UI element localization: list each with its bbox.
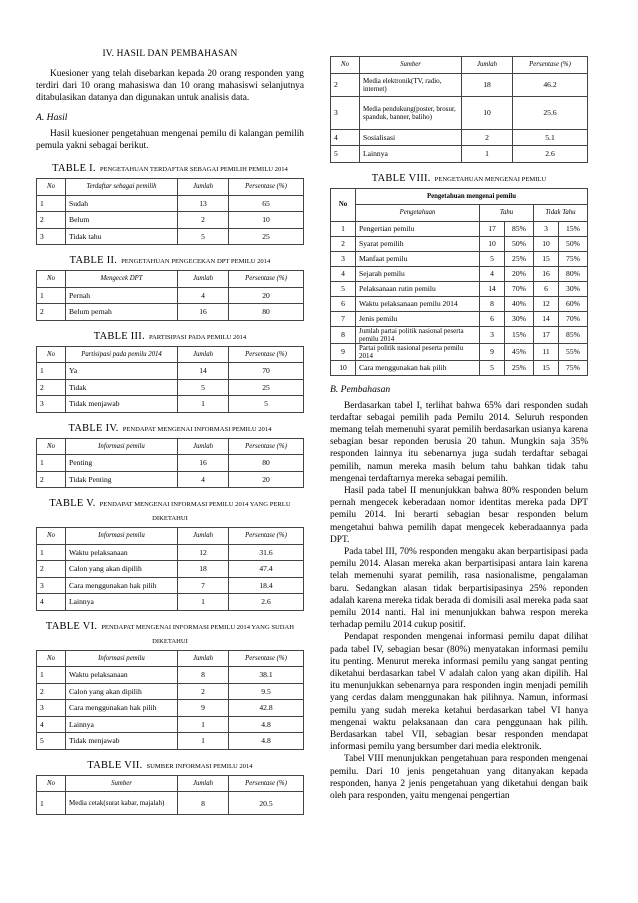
table-cell: 2: [37, 683, 66, 700]
table-header: Sumber: [360, 57, 462, 74]
table-header: Jumlah: [462, 57, 513, 74]
table-row: [331, 129, 588, 146]
table-cell: 20%: [505, 266, 534, 281]
table-cell: 38.1: [229, 667, 304, 684]
table-cell: 4: [37, 716, 66, 733]
table-cell: Pernah: [66, 287, 178, 304]
table-cell: Tidak: [66, 379, 178, 396]
table-row: [37, 594, 304, 611]
table-cell: 17: [534, 326, 559, 343]
table-header: Pengetahuan: [356, 205, 480, 222]
table-row: [331, 296, 588, 311]
table-cell: 18: [462, 73, 513, 96]
table-header: Terdaftar sebagai pemilih: [66, 179, 178, 196]
table-cell: 20: [229, 287, 304, 304]
table-cell: 25%: [505, 360, 534, 375]
table1-caption: [36, 161, 304, 175]
table-cell: 10: [480, 236, 505, 251]
table8: [330, 188, 588, 376]
table-cell: Lainnya: [66, 716, 178, 733]
pembahasan-paragraph: Berdasarkan tabel I, terlihat bahwa 65% dari responden sudah terdaftar sebagai pemilih pada Pemilu 2014. Seluruh responden memang telah memenuhi syarat pemilih berdasarkan usianya karena sebagian besar reponden berusia 20 tahun. Mungkin saja 35% responden lainnya itu sebenarnya juga sudah terdaftar sebagai pemilih, namun mereka masih belum tahu bahkan tidak tahu mengenai terdaftarnya mereka sebagai pemilih.: [330, 400, 588, 484]
table-row: [37, 304, 304, 321]
table-row: [37, 700, 304, 717]
table-cell: Cara menggunakan hak pilih: [66, 700, 178, 717]
pembahasan-heading: B. Pembahasan: [330, 383, 391, 395]
table-row: [331, 146, 588, 163]
table2-title: PENGETAHUAN PENGECEKAN DPT PEMILU 2014: [121, 258, 271, 266]
table-cell: 18: [178, 561, 229, 578]
table-cell: 9: [178, 700, 229, 717]
table-cell: 1: [37, 455, 66, 472]
pembahasan-paragraph: Hasil pada tabel II menunjukkan bahwa 80% responden belum pernah mengecek keberadaan nomor identitas mereka pada DPT pemilu 2014. Ini berarti sebagian besar responden belum mengetahui bahwa pemilih dapat mengecek keberadaannya pada DPT.: [330, 485, 588, 545]
table-cell: 4: [480, 266, 505, 281]
table-cell: 85%: [559, 326, 588, 343]
table-cell: 6: [534, 281, 559, 296]
table-cell: 3: [480, 326, 505, 343]
table-cell: 4: [331, 129, 360, 146]
table-cell: 1: [37, 195, 66, 212]
table-cell: 5: [178, 379, 229, 396]
table2-number: TABLE II.: [69, 255, 118, 267]
table4-caption: [36, 421, 304, 435]
table-cell: Belum: [66, 212, 178, 229]
pembahasan-paragraph: Pendapat responden mengenai informasi pemilu dapat dilihat pada tabel IV, sebagian besar (80%) menyatakan informasi pemilu itu penting. Menurut mereka informasi pemilu yang sangat penting diketahui berdasarkan tabel V adalah calon yang akan dipilih. Hal itu menunjukkan sebenarnya para responden ingin menjadi pemilih yang cerdas dalam menggunakan hak pilihnya. Namun, informasi pemilu yang sudah mereka ketahui berdasarkan tabel VI hanya mengenai waktu pelaksanaan dan cara penggunaan hak pilih. Berdasarkan tabel VII, sebagian besar responden mendapat informasi pemilu yang bersumber dari media elektronik.: [330, 632, 588, 753]
table-cell: Sosialisasi: [360, 129, 462, 146]
table-cell: 60%: [559, 296, 588, 311]
table-header: Tidak Tahu: [534, 205, 588, 222]
table-cell: 20.5: [229, 792, 304, 815]
table-cell: 9.5: [229, 683, 304, 700]
table-cell: 70%: [559, 311, 588, 326]
table-row: [37, 792, 304, 815]
table-cell: 2: [462, 129, 513, 146]
table-cell: 1: [37, 287, 66, 304]
table-cell: 9: [480, 343, 505, 360]
table-cell: 70: [229, 363, 304, 380]
table-cell: 15: [534, 251, 559, 266]
table6-title: PENDAPAT MENGENAI INFORMASI PEMILU 2014 YANG SUDAH DIKETAHUI: [101, 623, 295, 645]
table-cell: 11: [534, 343, 559, 360]
table-row: [37, 544, 304, 561]
table-cell: 2: [37, 471, 66, 488]
table-cell: 2: [37, 212, 66, 229]
intro-paragraph: Kuesioner yang telah disebarkan kepada 20 orang responden yang terdiri dari 10 orang mahasiswa dan 10 orang mahasiswi selanjutnya ditabulasikan datanya dan digunakan untuk analisis data.: [36, 69, 304, 104]
table-cell: Media elektronik(TV, radio, internet): [360, 73, 462, 96]
table-cell: 14: [534, 311, 559, 326]
table-header: Informasi pemilu: [66, 438, 178, 455]
table-cell: 65: [229, 195, 304, 212]
table-cell: Manfaat pemilu: [356, 251, 480, 266]
table1: [36, 178, 304, 245]
table-cell: 17: [480, 221, 505, 236]
table7-title: SUMBER INFORMASI PEMILU 2014: [146, 762, 253, 770]
table-header: Jumlah: [178, 346, 229, 363]
table-cell: 5: [480, 251, 505, 266]
table8-number: TABLE VIII.: [371, 172, 431, 184]
table-cell: 30%: [559, 281, 588, 296]
table-cell: Jenis pemilu: [356, 311, 480, 326]
table-row: [37, 455, 304, 472]
table-cell: Cara menggunakan hak pilih: [66, 577, 178, 594]
table-cell: 3: [534, 221, 559, 236]
table-header: Mengecek DPT: [66, 271, 178, 288]
table-cell: 30%: [505, 311, 534, 326]
table-header: Persentase (%): [229, 346, 304, 363]
table4-number: TABLE IV.: [68, 422, 119, 434]
table-cell: 10: [229, 212, 304, 229]
table-cell: 15%: [505, 326, 534, 343]
table-header: Jumlah: [178, 775, 229, 792]
table-cell: 42.8: [229, 700, 304, 717]
table3: [36, 346, 304, 413]
table-cell: 9: [331, 343, 356, 360]
table-cell: 10: [462, 96, 513, 129]
table-header: Jumlah: [178, 650, 229, 667]
table-row: [37, 396, 304, 413]
table-cell: Lainnya: [360, 146, 462, 163]
table-cell: 25.6: [513, 96, 588, 129]
table-cell: 15: [534, 360, 559, 375]
table-cell: 25%: [505, 251, 534, 266]
table-cell: 75%: [559, 251, 588, 266]
table-header: Jumlah: [178, 528, 229, 545]
table-cell: 80%: [559, 266, 588, 281]
table-cell: 7: [331, 311, 356, 326]
table-cell: 12: [534, 296, 559, 311]
table5-caption: [36, 496, 304, 524]
table-cell: Jumlah partai politik nasional peserta pemilu 2014: [356, 326, 480, 343]
table-header: Partisipasi pada pemilu 2014: [66, 346, 178, 363]
table-row: [331, 311, 588, 326]
table-cell: 50%: [505, 236, 534, 251]
table-row: [331, 343, 588, 360]
table-cell: 2: [37, 379, 66, 396]
table-cell: Tidak Penting: [66, 471, 178, 488]
table-cell: Sudah: [66, 195, 178, 212]
table-header: No: [37, 775, 66, 792]
table-cell: Lainnya: [66, 594, 178, 611]
table-cell: 5: [331, 281, 356, 296]
table-row: [37, 287, 304, 304]
table-header: No: [37, 438, 66, 455]
table-cell: 40%: [505, 296, 534, 311]
table-cell: 4: [178, 471, 229, 488]
table-cell: 14: [178, 363, 229, 380]
table-cell: 70%: [505, 281, 534, 296]
table-cell: 5: [178, 228, 229, 245]
table-cell: 55%: [559, 343, 588, 360]
table-cell: 8: [480, 296, 505, 311]
table-cell: 2: [178, 683, 229, 700]
table-cell: 5: [480, 360, 505, 375]
table-cell: 13: [178, 195, 229, 212]
table7-number: TABLE VII.: [87, 759, 143, 771]
table-header: Jumlah: [178, 438, 229, 455]
table3-number: TABLE III.: [93, 330, 145, 342]
table-cell: 3: [37, 228, 66, 245]
table-cell: 4.8: [229, 716, 304, 733]
table-row: [331, 326, 588, 343]
table2: [36, 270, 304, 321]
table-header: Persentase (%): [513, 57, 588, 74]
table-header: Tahu: [480, 205, 534, 222]
table-header: No: [331, 188, 356, 221]
table-row: [331, 360, 588, 375]
table-row: [331, 73, 588, 96]
table-cell: Waktu pelaksanaan: [66, 544, 178, 561]
table-row: [37, 363, 304, 380]
hasil-paragraph: Hasil kuesioner pengetahuan mengenai pemilu di kalangan pemilih pemula yakni sebagai berikut.: [36, 128, 304, 151]
table-row: [37, 471, 304, 488]
table-cell: 3: [37, 700, 66, 717]
table-cell: 1: [178, 733, 229, 750]
table-cell: 1: [37, 363, 66, 380]
table-cell: 2: [37, 304, 66, 321]
table-cell: 2: [331, 73, 360, 96]
table-row: [37, 667, 304, 684]
table-cell: 10: [534, 236, 559, 251]
table-header: No: [37, 271, 66, 288]
table-cell: 6: [480, 311, 505, 326]
table-cell: 8: [178, 792, 229, 815]
table-cell: 3: [37, 396, 66, 413]
table-cell: Cara menggunakan hak pilih: [356, 360, 480, 375]
table-header: Informasi pemilu: [66, 650, 178, 667]
table-row: [331, 96, 588, 129]
table-cell: 16: [178, 455, 229, 472]
table-cell: 2.6: [229, 594, 304, 611]
table-cell: 1: [331, 221, 356, 236]
table-cell: Tidak tahu: [66, 228, 178, 245]
table-header: No: [37, 346, 66, 363]
table4-title: PENDAPAT MENGENAI INFORMASI PEMILU 2014: [122, 425, 272, 433]
table-cell: 14: [480, 281, 505, 296]
table-header: Informasi pemilu: [66, 528, 178, 545]
table4: [36, 438, 304, 489]
table-cell: 3: [331, 251, 356, 266]
table-cell: 6: [331, 296, 356, 311]
table5-title: PENDAPAT MENGENAI INFORMASI PEMILU 2014 YANG PERLU DIKETAHUI: [99, 501, 291, 523]
table-cell: 50%: [559, 236, 588, 251]
table-header: No: [331, 57, 360, 74]
table7-part2: [330, 56, 588, 163]
table-cell: Sejarah pemilu: [356, 266, 480, 281]
table3-caption: [36, 329, 304, 343]
table-cell: Waktu pelaksanaan: [66, 667, 178, 684]
table-cell: Pelaksanaan rutin pemilu: [356, 281, 480, 296]
table-cell: 18.4: [229, 577, 304, 594]
table-header: Pengetahuan mengenai pemilu: [356, 188, 588, 205]
table-cell: 1: [462, 146, 513, 163]
table-cell: 3: [331, 96, 360, 129]
table-cell: 45%: [505, 343, 534, 360]
table1-title: PENGETAHUAN TERDAFTAR SEBAGAI PEMILIH PEMILU 2014: [99, 166, 288, 174]
table8-title: PENGETAHUAN MENGENAI PEMILU: [434, 175, 547, 183]
table-row: [37, 379, 304, 396]
table-header: Sumber: [66, 775, 178, 792]
table-header: Persentase (%): [229, 271, 304, 288]
table-cell: Ya: [66, 363, 178, 380]
table-cell: 2: [37, 561, 66, 578]
table-cell: 5.1: [513, 129, 588, 146]
table-header: No: [37, 528, 66, 545]
table-cell: Partai politik nasional peserta pemilu 2014: [356, 343, 480, 360]
table-cell: Media pendukung(poster, brosur, spanduk, banner, baliho): [360, 96, 462, 129]
section-title: IV. HASIL DAN PEMBAHASAN: [102, 49, 238, 59]
table5-number: TABLE V.: [49, 498, 96, 510]
table2-caption: [36, 253, 304, 267]
table-cell: 80: [229, 455, 304, 472]
table-cell: 12: [178, 544, 229, 561]
table-cell: 46.2: [513, 73, 588, 96]
table-cell: 75%: [559, 360, 588, 375]
table-cell: 15%: [559, 221, 588, 236]
table-cell: Waktu pelaksanaan pemilu 2014: [356, 296, 480, 311]
left-column: [36, 0, 304, 815]
table-cell: 20: [229, 471, 304, 488]
table-cell: 2: [178, 212, 229, 229]
table-row: [37, 195, 304, 212]
table-cell: 3: [37, 577, 66, 594]
table7-caption: [36, 758, 304, 772]
table-cell: 16: [178, 304, 229, 321]
table-cell: 5: [37, 733, 66, 750]
table-header: No: [37, 179, 66, 196]
table-row: [37, 561, 304, 578]
table-cell: 80: [229, 304, 304, 321]
table-cell: 1: [37, 792, 66, 815]
hasil-heading: A. Hasil: [36, 111, 68, 123]
table-cell: 4: [178, 287, 229, 304]
table7-part1: [36, 775, 304, 816]
table-row: [37, 716, 304, 733]
table-cell: Penting: [66, 455, 178, 472]
table1-number: TABLE I.: [52, 163, 96, 175]
table-cell: 8: [331, 326, 356, 343]
table-cell: 5: [331, 146, 360, 163]
table-cell: Tidak menjawab: [66, 733, 178, 750]
table-cell: 85%: [505, 221, 534, 236]
table-cell: Pengertian pemilu: [356, 221, 480, 236]
table-cell: 31.6: [229, 544, 304, 561]
table-cell: 2: [331, 236, 356, 251]
table-cell: 1: [37, 667, 66, 684]
table5: [36, 527, 304, 611]
table-cell: 1: [178, 396, 229, 413]
table-header: Persentase (%): [229, 528, 304, 545]
table6: [36, 650, 304, 750]
table-header: Persentase (%): [229, 650, 304, 667]
table-cell: 25: [229, 228, 304, 245]
table6-caption: [36, 619, 304, 647]
table-cell: 47.4: [229, 561, 304, 578]
table-cell: 8: [178, 667, 229, 684]
table-cell: 4: [37, 594, 66, 611]
table3-title: PARTISIPASI PADA PEMILU 2014: [148, 333, 247, 341]
table-header: Jumlah: [178, 179, 229, 196]
table-cell: Calon yang akan dipilih: [66, 683, 178, 700]
table-cell: Media cetak(surat kabar, majalah): [66, 792, 178, 815]
table-cell: 4: [331, 266, 356, 281]
table-cell: 7: [178, 577, 229, 594]
table-cell: 2.6: [513, 146, 588, 163]
table-header: Persentase (%): [229, 179, 304, 196]
table-row: [331, 236, 588, 251]
table-cell: Belum pernah: [66, 304, 178, 321]
table-cell: 1: [178, 716, 229, 733]
table-row: [37, 577, 304, 594]
table-cell: 16: [534, 266, 559, 281]
table-cell: 1: [178, 594, 229, 611]
table-cell: Syarat pemilih: [356, 236, 480, 251]
table-cell: 5: [229, 396, 304, 413]
table6-number: TABLE VI.: [45, 620, 98, 632]
pembahasan-paragraph: Pada tabel III, 70% responden mengaku akan berpartisipasi pada pemilu 2014. Alasan mereka akan berpartisipasi antara lain karena telah memenuhi syarat pemilih, rasa nasionalisme, pengalaman baru. Sedangkan alasan tidak berpartisipasinya 25% reponden adalah karena mereka tidak berada di domisili asal mereka pada saat pemilu 2014 nanti. Hal ini menunjukkan bahwa respon mereka terhadap pemilu 2014 cukup positif.: [330, 546, 588, 631]
pembahasan-paragraph: Tabel VIII menunjukkan pengetahuan para responden mengenai pemilu. Dari 10 jenis pengetahuan yang ditanyakan kepada responden, hanya 2 jenis pengetahuan yang diketahui dengan baik oleh para responden, yaitu mengenai pengertian: [330, 754, 588, 801]
table-cell: 4.8: [229, 733, 304, 750]
table-row: [37, 212, 304, 229]
table-cell: Tidak menjawab: [66, 396, 178, 413]
table-cell: 1: [37, 544, 66, 561]
table-row: [331, 281, 588, 296]
table-header: Persentase (%): [229, 438, 304, 455]
table-header: No: [37, 650, 66, 667]
table8-caption: [330, 171, 588, 185]
table-row: [331, 251, 588, 266]
table-cell: Calon yang akan dipilih: [66, 561, 178, 578]
right-column: [330, 0, 588, 802]
table-row: [37, 228, 304, 245]
table-row: [37, 733, 304, 750]
table-row: [331, 221, 588, 236]
table-cell: 10: [331, 360, 356, 375]
table-row: [331, 266, 588, 281]
table-row: [37, 683, 304, 700]
table-header: Jumlah: [178, 271, 229, 288]
table-cell: 25: [229, 379, 304, 396]
table-header: Persentase (%): [229, 775, 304, 792]
